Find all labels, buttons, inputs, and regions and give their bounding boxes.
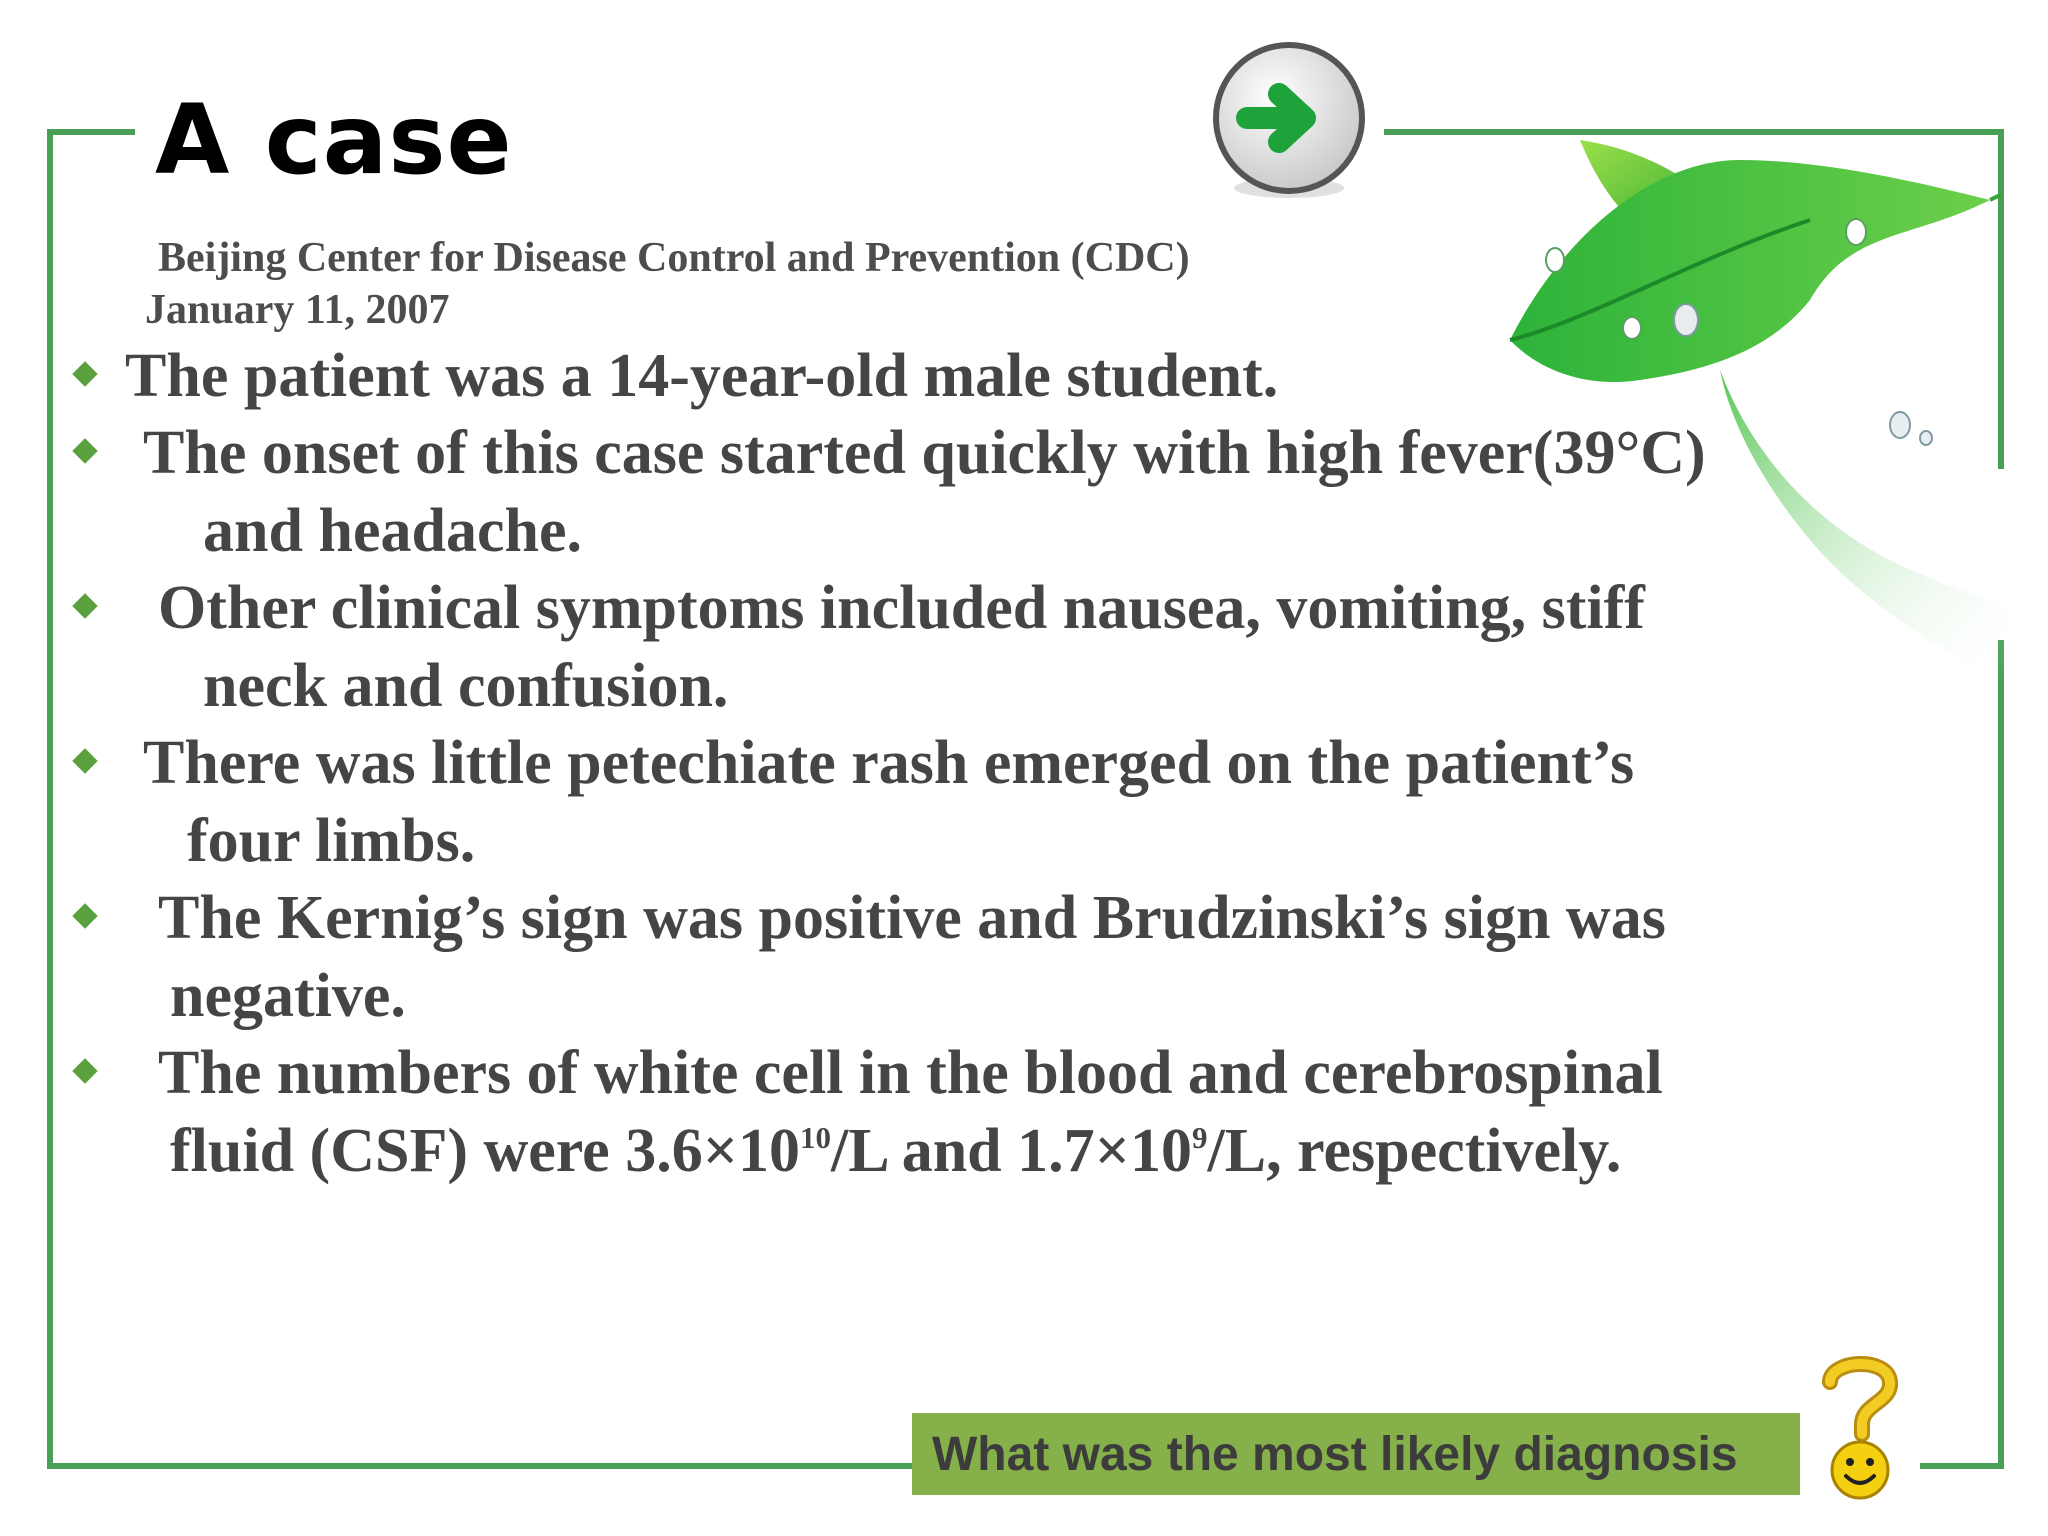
bullet-marker xyxy=(72,361,97,386)
bullet-marker xyxy=(72,748,97,773)
bullet-6-line-2 xyxy=(170,1117,1622,1185)
frame-top-left xyxy=(47,129,135,135)
bullet-6-line-1: The numbers of white cell in the blood and cerebrospinal xyxy=(158,1039,1663,1107)
source-line: Beijing Center for Disease Control and Prevention (CDC) xyxy=(158,235,1190,281)
bullet-marker xyxy=(72,593,97,618)
bullet-3-line-1: Other clinical symptoms included nausea, vomiting, stiff xyxy=(158,574,1645,642)
bullet-3-line-2: neck and confusion. xyxy=(203,652,729,720)
slide-title: A case xyxy=(155,84,513,196)
question-smiley-icon[interactable] xyxy=(1810,1352,1910,1502)
bullet-4-line-2: four limbs. xyxy=(187,807,476,875)
frame-bottom-right xyxy=(1920,1463,2004,1469)
bullet-marker xyxy=(72,438,97,463)
right-arrow-icon[interactable] xyxy=(1205,38,1373,206)
bullet-4-line-1: There was little petechiate rash emerged on the patient’s xyxy=(143,729,1635,797)
bullet-marker xyxy=(72,1058,97,1083)
date-line: January 11, 2007 xyxy=(145,287,450,333)
bullet-2-line-1: The onset of this case started quickly with high fever(39°C) xyxy=(143,419,1706,487)
bullet-6-text-c: /L, respectively. xyxy=(1207,1117,1622,1185)
bullet-2-line-2: and headache. xyxy=(203,497,582,565)
frame-left xyxy=(47,129,53,1469)
frame-right-lower xyxy=(1998,640,2004,1469)
bullet-5-line-1: The Kernig’s sign was positive and Brudzinski’s sign was xyxy=(158,884,1666,952)
bullet-5-line-2: negative. xyxy=(170,962,406,1030)
bullet-6-text-a: fluid (CSF) were 3.6×10 xyxy=(170,1117,801,1185)
exponent-10: 10 xyxy=(800,1119,832,1155)
bullet-6-text-b: /L and 1.7×10 xyxy=(831,1117,1192,1185)
bullet-marker xyxy=(72,903,97,928)
frame-bottom xyxy=(47,1463,912,1469)
diagnosis-question: What was the most likely diagnosis xyxy=(932,1428,1738,1481)
bullet-1-line-1: The patient was a 14-year-old male student. xyxy=(125,342,1279,410)
exponent-9: 9 xyxy=(1191,1119,1208,1155)
